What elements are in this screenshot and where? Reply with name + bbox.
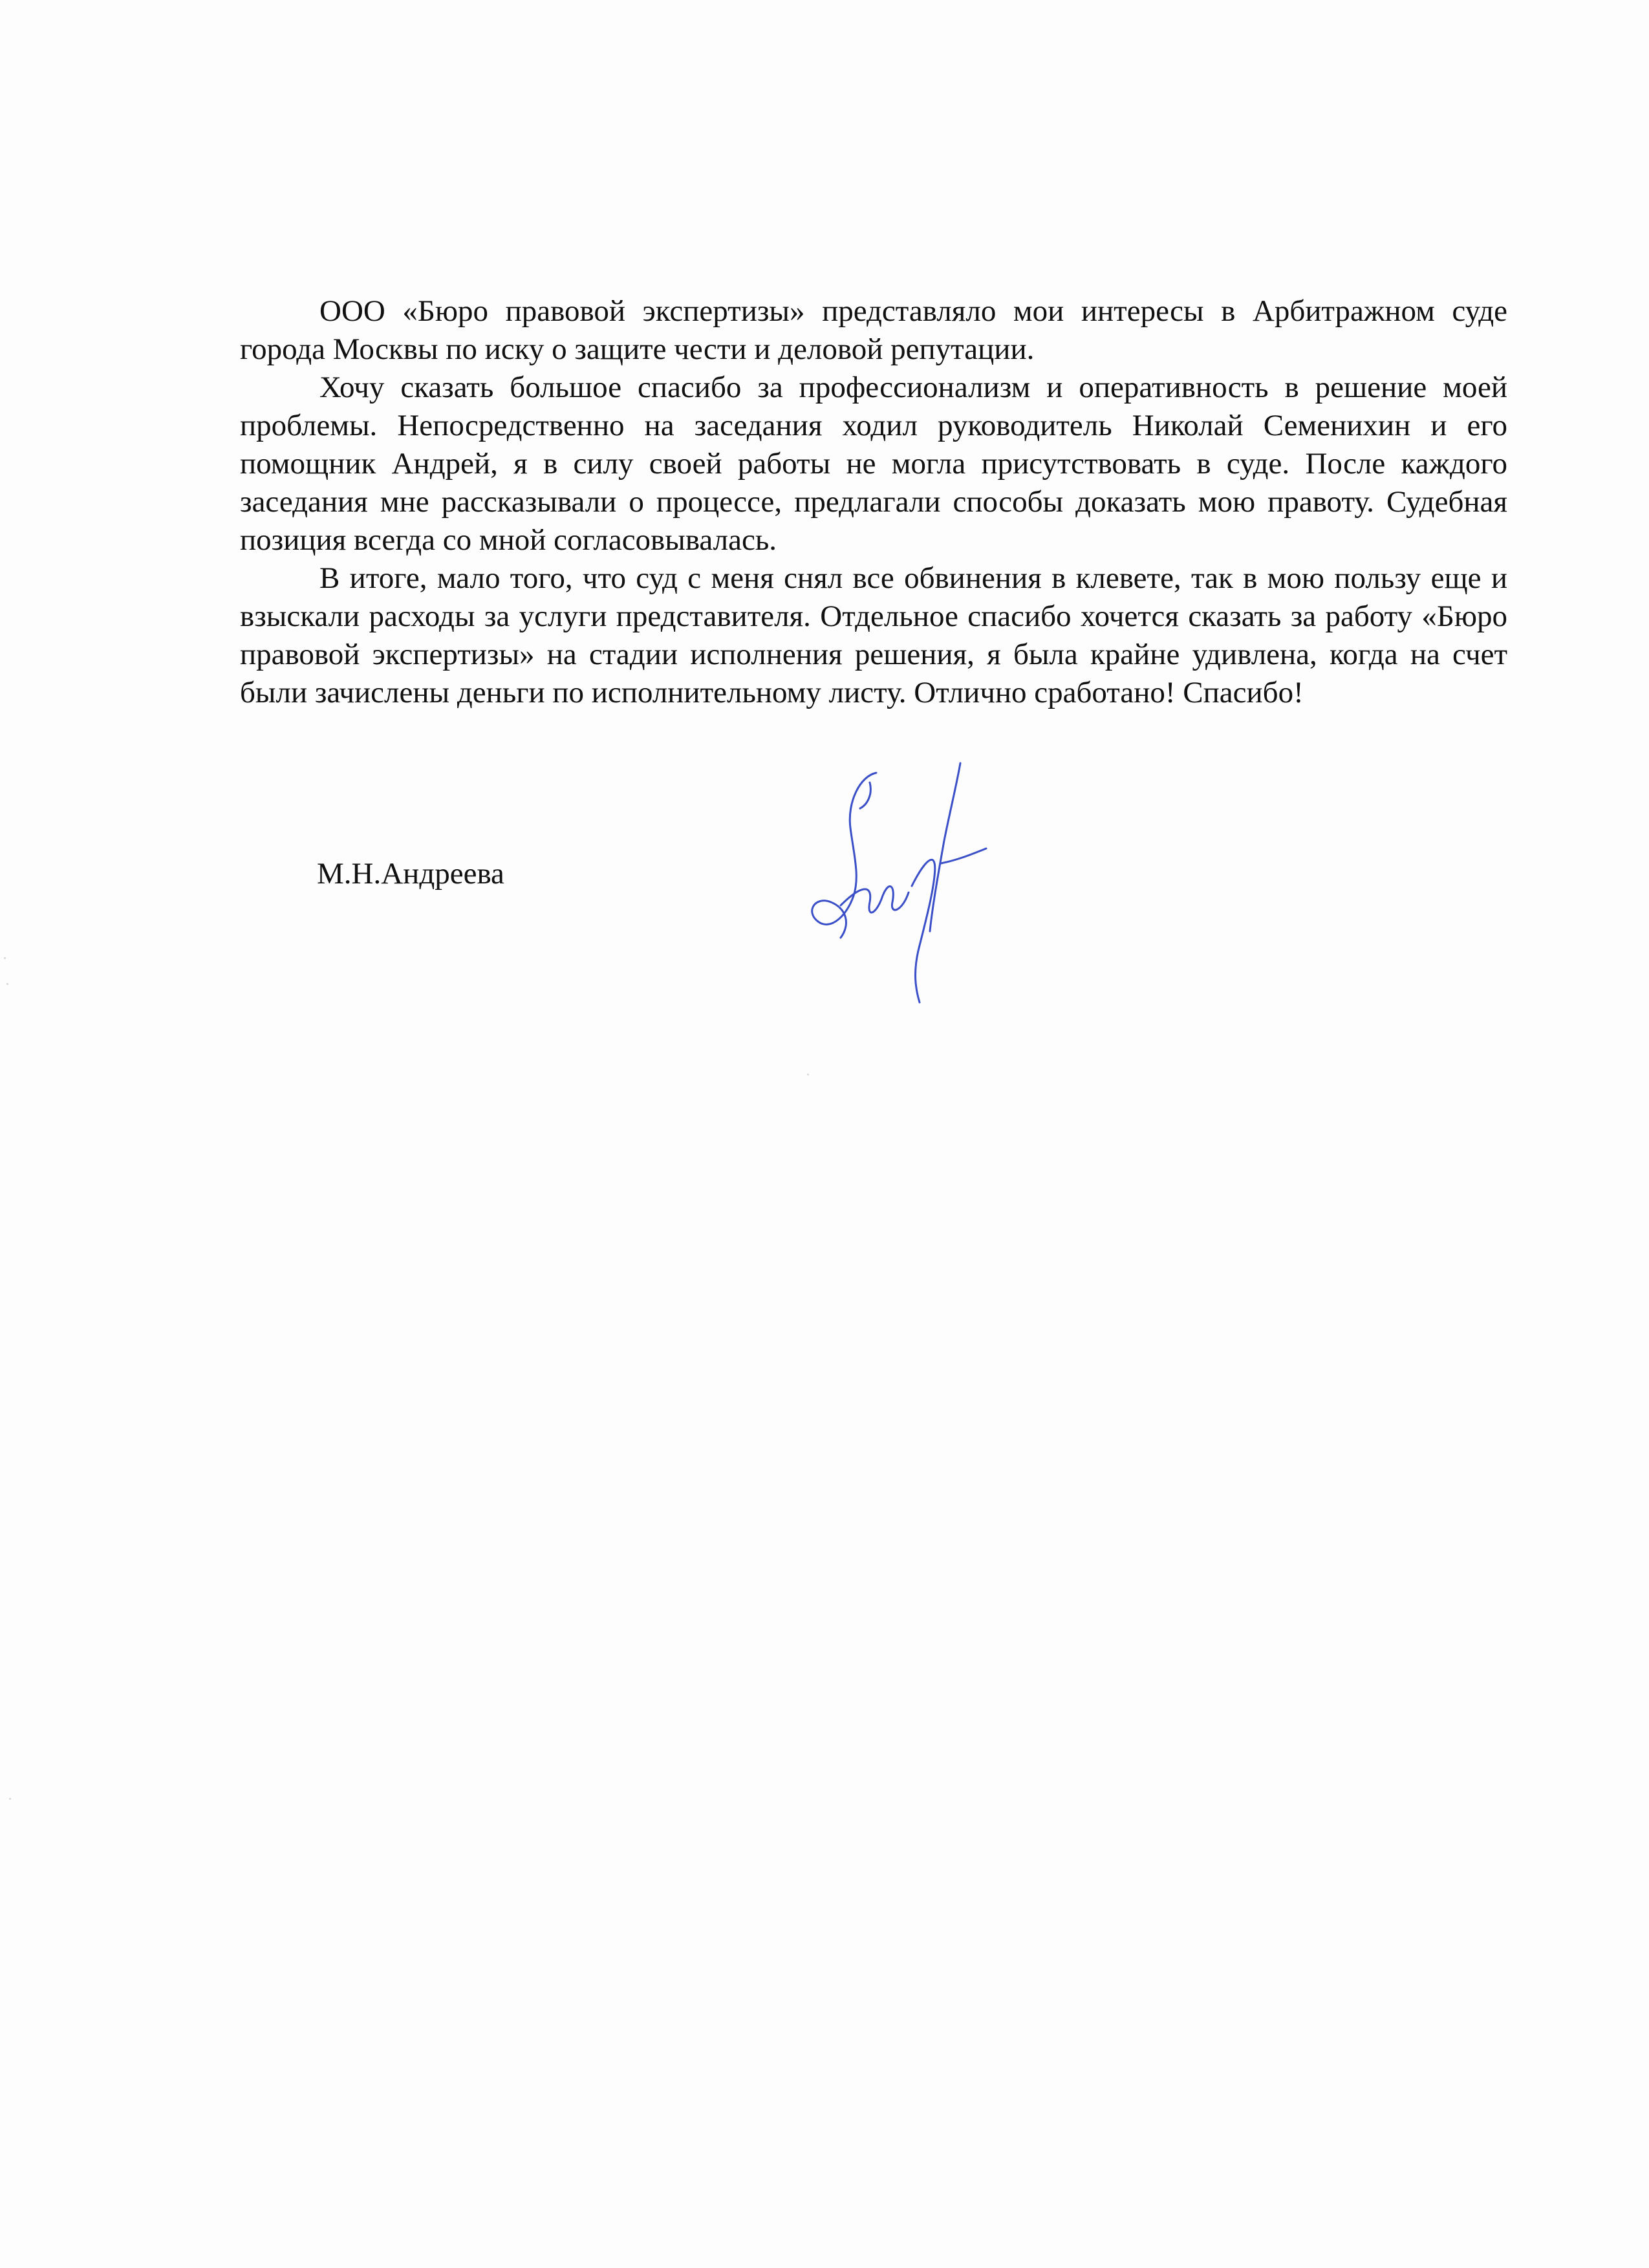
paragraph-3: В итоге, мало того, что суд с меня снял все обвинения в клевете, так в мою пользу еще и взыскали расходы за услуги представителя. Отдельное спасибо хочется сказать за работу «Бюро правовой экспертизы» на стадии исполнения решения, я была крайне удивлена, когда на счет были зачислены деньги по исполнительному листу. Отлично сработано! Спасибо! <box>240 561 1507 709</box>
signature-stroke-4 <box>912 859 935 1002</box>
scan-speck <box>807 1074 809 1075</box>
letter-body <box>240 292 1507 712</box>
signature-stroke-1 <box>812 773 876 938</box>
paragraph-1: ООО «Бюро правовой экспертизы» представляло мои интересы в Арбитражном суде города Москвы по иску о защите чести и деловой репутации. <box>240 294 1507 366</box>
scan-speck <box>4 957 6 959</box>
signature-stroke-2 <box>860 783 870 808</box>
signature-stroke-6 <box>941 848 986 863</box>
handwritten-signature <box>763 757 1009 1015</box>
scan-speck <box>6 983 8 985</box>
signature-stroke-5 <box>930 763 960 931</box>
signer-name: М.Н.Андреева <box>317 857 504 891</box>
paragraph-2: Хочу сказать большое спасибо за профессионализм и оперативность в решение моей проблемы. Непосредственно на заседания ходил руководитель Николай Семенихин и его помощник Андрей, я в силу своей работы не могла присутствовать в суде. После каждого заседания мне рассказывали о процессе, предлагали способы доказать мою правоту. Судебная позиция всегда со мной согласовывалась. <box>240 371 1507 557</box>
scan-speck <box>9 1798 11 1800</box>
signature-stroke-3 <box>841 887 909 913</box>
